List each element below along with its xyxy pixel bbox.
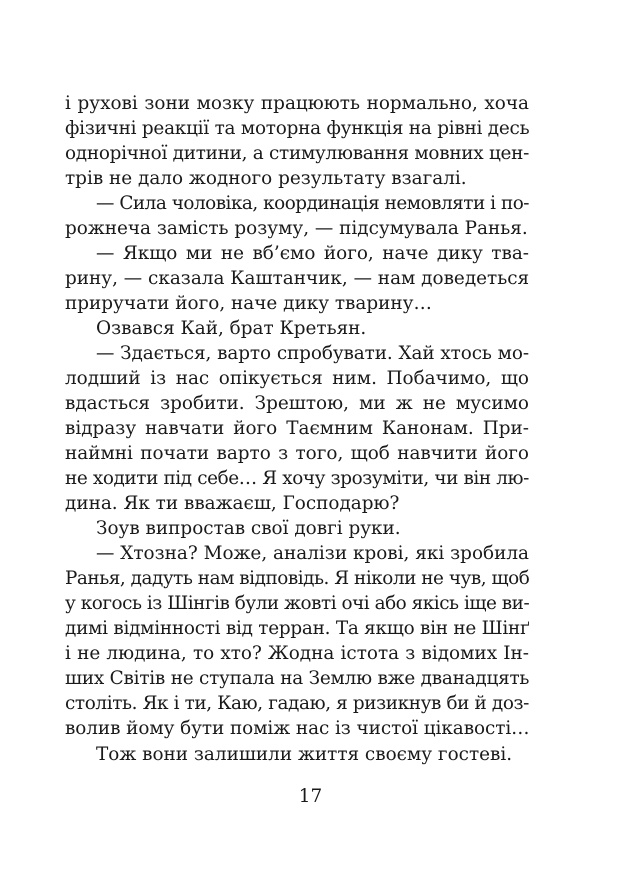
text-line-1: і рухові зони мозку працюють нормально, хоча	[65, 93, 529, 114]
text-line-21: у когось із Шінгів були жовті очі або якісь іще ви-	[65, 593, 530, 614]
text-line-26: волив йому бути поміж нас із чистої цікавості…	[65, 718, 530, 739]
text-line-10: Озвався Кай, брат Кретьян.	[96, 318, 367, 339]
text-line-7: — Якщо ми не вб’ємо його, наче дику тва-	[96, 243, 529, 264]
text-line-13: вдасться зробити. Зрештою, ми ж не мусимо	[65, 393, 529, 414]
text-line-20: Ранья, дадуть нам відповідь. Я ніколи не чув, щоб	[65, 568, 530, 589]
text-line-4: трів не дало жодного результату взагалі.	[65, 168, 467, 189]
text-line-11: — Здається, варто спробувати. Хай хтось мо-	[96, 343, 529, 364]
text-line-16: не ходити під себе… Я хочу зрозуміти, чи він лю-	[65, 468, 529, 489]
text-line-27: Тож вони залишили життя своєму гостеві.	[96, 744, 513, 765]
text-line-23: і не людина, то хто? Жодна істота з відомих Ін-	[65, 643, 529, 664]
text-line-9: приручати його, наче дику тварину…	[65, 293, 432, 314]
text-line-25: століть. Як і ти, Каю, гадаю, я ризикнув би й доз-	[65, 693, 529, 714]
text-line-8: рину, — сказала Каштанчик, — нам доведеться	[65, 268, 530, 289]
page-number: 17	[298, 786, 323, 807]
text-line-12: лодший із нас опікується ним. Побачимо, що	[65, 368, 529, 389]
text-line-17: дина. Як ти вважаєш, Господарю?	[65, 493, 400, 514]
text-line-24: ших Світів не ступала на Землю вже дванадцять	[65, 668, 530, 689]
text-line-19: — Хтозна? Може, аналізи крові, які зробила	[96, 543, 529, 564]
text-line-5: — Сила чоловіка, координація немовляти і по-	[96, 193, 529, 214]
text-line-3: однорічної дитини, а стимулювання мовних цен-	[65, 143, 530, 164]
text-line-22: димі відмінності від терран. Та якщо він не Шінґ	[65, 618, 530, 639]
text-line-6: рожнеча замість розуму, — підсумувала Ранья.	[65, 218, 528, 239]
text-line-15: наймні почати варто з того, щоб навчити його	[65, 443, 529, 464]
text-line-18: Зоув випростав свої довгі руки.	[96, 518, 401, 539]
text-line-14: відразу навчати його Таємним Канонам. При-	[65, 418, 529, 439]
text-line-2: фізичні реакції та моторна функція на рівні десь	[65, 118, 530, 139]
